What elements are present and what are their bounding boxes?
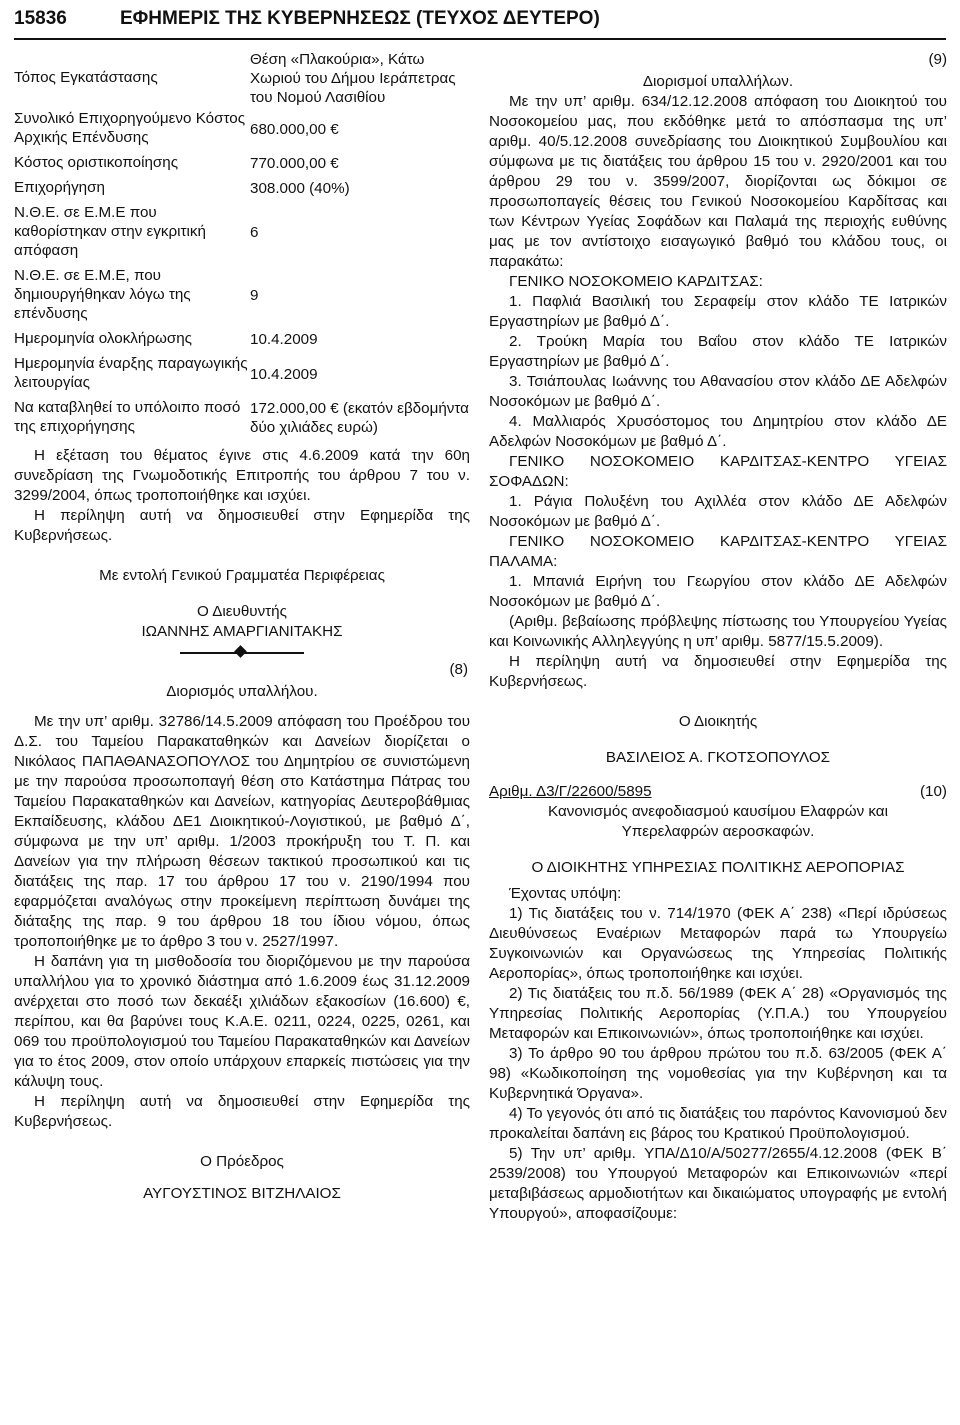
table-row bbox=[14, 176, 470, 201]
consideration-item: 1) Τις διατάξεις του ν. 714/1970 (ΦΕΚ Α΄ 238) «Περί ιδρύσεως Διευθύνσεως Εναέριων Μεταφορών παρά τω Υπουργείω Συγκοινωνιών και Οργανώσεως της Υπηρεσίας Πολιτικής Αεροπορίας», όπως τροποποιήθηκε και ισχύει. bbox=[489, 905, 947, 982]
issuing-authority: Ο ΔΙΟΙΚΗΤΗΣ ΥΠΗΡΕΣΙΑΣ ΠΟΛΙΤΙΚΗΣ ΑΕΡΟΠΟΡΙΑΣ bbox=[531, 859, 905, 876]
signatory-title: Ο Διοικητής bbox=[678, 713, 758, 730]
decision8-cost-paragraph: Η δαπάνη για τη μισθοδοσία του διοριζόμενου με την παρούσα υπαλλήλου για το χρονικό διάστημα από 1.6.2009 έως 31.12.2009 ανέρχεται στο ποσό των δεκαέξι χιλιάδων εξακοσίων (16.600) €, περίπου, και θα βαρύνει τους Κ.Α.Ε. 0211, 0224, 0225, 0261, και 069 του προϋπολογισμού του Ταμείου Παρακαταθηκών και Δανείων για το έτος 2009, στον οποίο υπάρχουν επαρκείς πιστώσεις για την κάλυψη τους. bbox=[14, 953, 470, 1090]
director-name: ΙΩΑΝΝΗΣ ΑΜΑΡΓΙΑΝΙΤΑΚΗΣ bbox=[141, 623, 343, 640]
decision8-paragraph: Με την υπ’ αριθμ. 32786/14.5.2009 απόφαση του Προέδρου του Δ.Σ. του Ταμείου Παρακαταθηκών και Δανείων διορίζεται ο Νικόλαος ΠΑΠΑΘΑΝΑΣΟΠΟΥΛΟΣ του Δημητρίου σε συνιστώμενη με την παρούσα προσωποπαγή θέση στο Κατάστημα Πάτρας του Ταμείου Παρακαταθηκών και Δανείων, κατηγορίας Δευτεροβάθμιας Εκπαίδευσης, κλάδου ΔΕ1 Διοικητικού-Λογιστικού, με βαθμό Δ΄, σύμφωνα με την υπ’ αριθμ. 1/2003 προκήρυξη του Τ. Π. και Δανείων για την πλήρωση θέσεων τακτικού προσωπικού και τις διατάξεις της παρ. 17 του άρθρου 17 του ν. 2190/1994 που εφαρμόζεται αναλόγως στην προκείμενη περίπτωση δυνάμει της διάταξης της παρ. 9 του άρθρου 18 του ίδιου νόμου, όπως τροποποιήθηκε με το άρθρο 3 του ν. 2527/1997. bbox=[14, 713, 470, 950]
left-column bbox=[14, 50, 470, 1204]
section-heading: ΓΕΝΙΚΟ ΝΟΣΟΚΟΜΕΙΟ ΚΑΡΔΙΤΣΑΣ-ΚΕΝΤΡΟ ΥΓΕΙΑΣ ΠΑΛΑΜΑ: bbox=[489, 533, 947, 570]
separator-rule bbox=[180, 646, 304, 660]
appointee-item: 2. Τρούκη Μαρία του Βαΐου στον κλάδο ΤΕ Ιατρικών Εργαστηρίων με βαθμό Δ΄. bbox=[489, 333, 947, 370]
decision9-paragraph: Με την υπ’ αριθμ. 634/12.12.2008 απόφαση του Διοικητού του Νοσοκομείου μας, που εκδόθηκε μετά το απόσπασμα της υπ’ αριθμ. 40/5.12.2008 συνεδρίασης του Διοικητικού Συμβουλίου και σύμφωνα με τις διατάξεις του άρθρου 15 του ν. 2920/2001 και του άρθρου 29 του ν. 3599/2007, διορίζονται ως δόκιμοι σε προσωποπαγείς θέσεις του Γενικού Νοσοκομείου Καρδίτσας και των Κέντρων Υγείας Σοφάδων και Παλαμά της περιοχής ευθύνης μας με τον αντίστοιχο εισαγωγικό βαθμό του κλάδου τους, οι παρακάτω: bbox=[489, 93, 947, 270]
order-line: Με εντολή Γενικού Γραμματέα Περιφέρειας bbox=[99, 567, 385, 584]
decision-number: (9) bbox=[928, 51, 947, 68]
signatory-name: ΒΑΣΙΛΕΙΟΣ Α. ΓΚΟΤΣΟΠΟΥΛΟΣ bbox=[605, 749, 831, 766]
appointee-item: 4. Μαλλιαρός Χρυσόστομος του Δημητρίου στον κλάδο ΔΕ Αδελφών Νοσοκόμων με βαθμό Δ΄. bbox=[489, 413, 947, 450]
table-label-cell: Ν.Θ.Ε. σε Ε.Μ.Ε που καθορίστηκαν στην εγκριτική απόφαση bbox=[14, 204, 206, 259]
signatory-title: Ο Πρόεδρος bbox=[200, 1153, 284, 1170]
section-heading: ΓΕΝΙΚΟ ΝΟΣΟΚΟΜΕΙΟ ΚΑΡΔΙΤΣΑΣ-ΚΕΝΤΡΟ ΥΓΕΙΑΣ ΣΟΦΑΔΩΝ: bbox=[489, 453, 947, 490]
table-value-cell: 6 bbox=[250, 224, 259, 241]
decision-title: Διορισμός υπαλλήλου. bbox=[166, 683, 318, 700]
table-value-cell: 10.4.2009 bbox=[250, 331, 318, 348]
consideration-item: 4) Το γεγονός ότι από τις διατάξεις του παρόντος Κανονισμού δεν προκαλείται δαπάνη εις βάρος του Κρατικού Προϋπολογισμού. bbox=[489, 1105, 947, 1142]
decision-reference: Αριθμ. Δ3/Γ/22600/5895 bbox=[489, 783, 652, 800]
appointee-item: 1. Ράγια Πολυξένη του Αχιλλέα στον κλάδο ΔΕ Αδελφών Νοσοκόμων με βαθμό Δ΄. bbox=[489, 493, 947, 530]
investment-table bbox=[14, 50, 470, 440]
appointee-item: 1. Παφλιά Βασιλική του Σεραφείμ στον κλάδο ΤΕ Ιατρικών Εργαστηρίων με βαθμό Δ΄. bbox=[489, 293, 947, 330]
table-label-cell: Τόπος Εγκατάστασης bbox=[14, 69, 158, 86]
table-row bbox=[14, 50, 470, 107]
table-row bbox=[14, 107, 470, 151]
page-header bbox=[14, 4, 946, 40]
table-value-cell: Θέση «Πλακούρια», Κάτω Χωριού του Δήμου Ιεράπετρας του Νομού Λασιθίου bbox=[250, 51, 456, 106]
decision-title: Διορισμοί υπαλλήλων. bbox=[642, 73, 794, 90]
section-heading: ΓΕΝΙΚΟ ΝΟΣΟΚΟΜΕΙΟ ΚΑΡΔΙΤΣΑΣ: bbox=[509, 273, 763, 290]
table-row bbox=[14, 327, 470, 352]
decision-title: Κανονισμός ανεφοδιασμού καυσίμου Ελαφρών και Υπερελαφρών αεροσκαφών. bbox=[548, 803, 888, 840]
table-row bbox=[14, 151, 470, 176]
decision-number: (8) bbox=[449, 661, 468, 678]
director-title: Ο Διευθυντής bbox=[197, 603, 287, 620]
table-label-cell: Ημερομηνία έναρξης παραγωγικής λειτουργίας bbox=[14, 355, 248, 391]
table-value-cell: 308.000 (40%) bbox=[250, 180, 350, 197]
table-label-cell: Να καταβληθεί το υπόλοιπο ποσό της επιχορήγησης bbox=[14, 399, 241, 435]
consideration-item: 5) Την υπ’ αριθμ. ΥΠΑ/Δ10/Α/50277/2655/4.12.2008 (ΦΕΚ Β΄ 2539/2008) του Υπουργού Μεταφορών και Επικοινωνιών «περί μεταβιβάσεως αρμοδιοτήτων και δικαιώματος υπογραφής με εντολή Υπουργού», αποφασίζουμε: bbox=[489, 1145, 947, 1222]
decision-number: (10) bbox=[919, 783, 947, 800]
table-label-cell: Ν.Θ.Ε. σε Ε.Μ.Ε, που δημιουργήθηκαν λόγω της επένδυσης bbox=[14, 267, 191, 322]
appointee-item: 3. Τσιάπουλας Ιωάννης του Αθανασίου στον κλάδο ΔΕ Αδελφών Νοσοκόμων με βαθμό Δ΄. bbox=[489, 373, 947, 410]
table-label-cell: Συνολικό Επιχορηγούμενο Κόστος Αρχικής Επένδυσης bbox=[14, 110, 246, 146]
table-value-cell: 770.000,00 € bbox=[250, 155, 339, 172]
table-row bbox=[14, 396, 470, 440]
appointee-item: 1. Μπανιά Ειρήνη του Γεωργίου στον κλάδο ΔΕ Αδελφών Νοσοκόμων με βαθμό Δ΄. bbox=[489, 573, 947, 610]
publication-note: Η περίληψη αυτή να δημοσιευθεί στην Εφημερίδα της Κυβερνήσεως. bbox=[489, 653, 947, 690]
publication-note: Η περίληψη αυτή να δημοσιευθεί στην Εφημερίδα της Κυβερνήσεως. bbox=[14, 1093, 470, 1130]
table-label-cell: Κόστος οριστικοποίησης bbox=[14, 154, 179, 171]
table-row bbox=[14, 264, 470, 327]
table-row bbox=[14, 201, 470, 264]
right-column bbox=[489, 50, 947, 1224]
credit-note: (Αριθμ. βεβαίωσης πρόβλεψης πίστωσης του Υπουργείου Υγείας και Κοινωνικής Αλληλεγγύης η υπ’ αριθμ. 5877/15.5.2009). bbox=[489, 613, 947, 650]
consideration-item: 3) Το άρθρο 90 του άρθρου πρώτου του π.δ. 63/2005 (ΦΕΚ Α΄ 98) «Κωδικοποίηση της νομοθεσίας για την Κυβέρνηση και τα Κυβερνητικά Όργανα». bbox=[489, 1045, 947, 1102]
exam-paragraph: Η εξέταση του θέματος έγινε στις 4.6.2009 κατά την 60η συνεδρίαση της Γνωμοδοτικής Επιτροπής του άρθρου 7 του ν. 3299/2004, όπως τροποποιήθηκε και ισχύει. bbox=[14, 447, 470, 504]
considerations-intro: Έχοντας υπόψη: bbox=[509, 885, 622, 902]
gazette-title: ΕΦΗΜΕΡΙΣ ΤΗΣ ΚΥΒΕΡΝΗΣΕΩΣ (ΤΕΥΧΟΣ ΔΕΥΤΕΡΟ) bbox=[120, 8, 600, 29]
table-value-cell: 172.000,00 € (εκατόν εβδομήντα δύο χιλιάδες ευρώ) bbox=[250, 400, 469, 436]
publication-note: Η περίληψη αυτή να δημοσιευθεί στην Εφημερίδα της Κυβερνήσεως. bbox=[14, 507, 470, 544]
table-row bbox=[14, 352, 470, 396]
page-number: 15836 bbox=[14, 8, 67, 29]
table-value-cell: 10.4.2009 bbox=[250, 365, 318, 383]
table-value-cell: 9 bbox=[250, 287, 259, 304]
signatory-name: ΑΥΓΟΥΣΤΙΝΟΣ ΒΙΤΖΗΛΑΙΟΣ bbox=[143, 1185, 341, 1202]
table-label-cell: Ημερομηνία ολοκλήρωσης bbox=[14, 330, 192, 347]
table-value-cell: 680.000,00 € bbox=[250, 120, 339, 138]
table-label-cell: Επιχορήγηση bbox=[14, 179, 105, 196]
consideration-item: 2) Τις διατάξεις του π.δ. 56/1989 (ΦΕΚ Α΄ 28) «Οργανισμός της Υπηρεσίας Πολιτικής Αεροπορίας (Υ.Π.Α.) του Υπουργείου Μεταφορών και Επικοινωνιών», όπως τροποποιήθηκε και ισχύει. bbox=[489, 985, 947, 1042]
